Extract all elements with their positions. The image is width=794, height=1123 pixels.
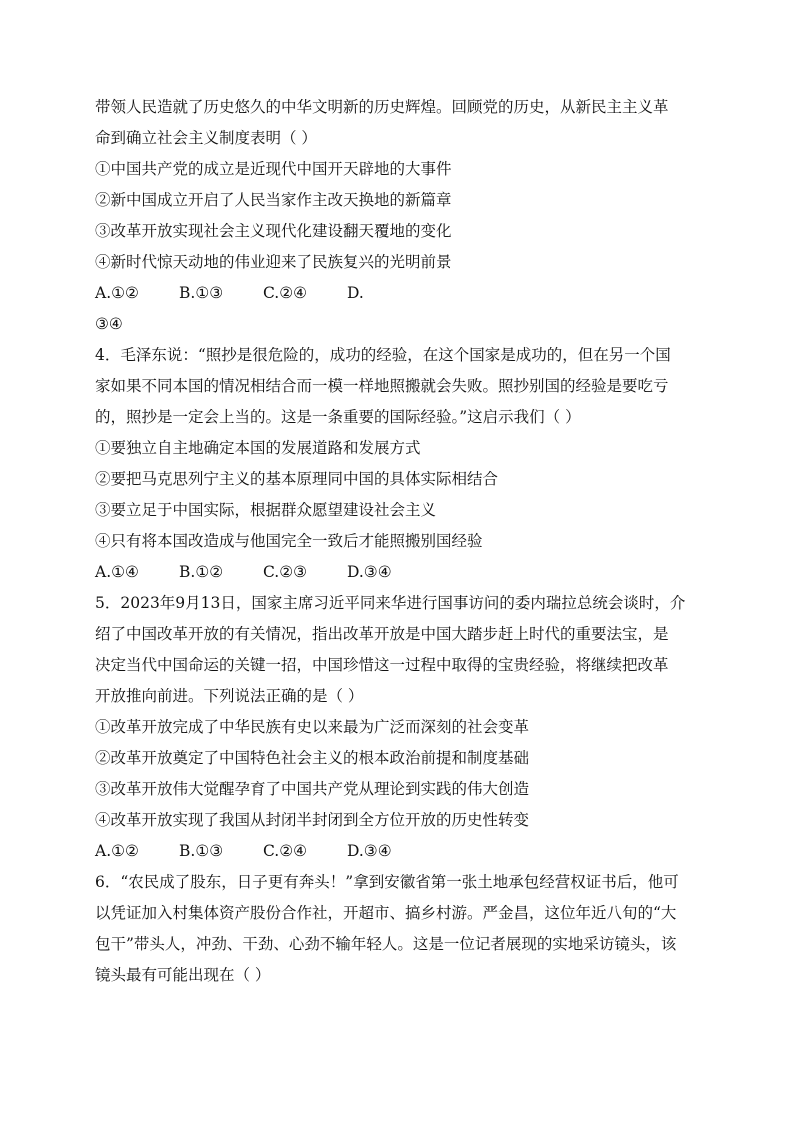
answer-options [95,836,700,867]
question-stem-line: 家如果不同本国的情况相结合而一模一样地照搬就会失败。照抄别国的经验是要吃亏 [95,377,669,395]
option-a: A.①② [95,842,139,860]
statement-2: ②新中国成立开启了人民当家作主改天换地的新篇章 [95,191,452,209]
statement-3: ③要立足于中国实际，根据群众愿望建设社会主义 [95,501,437,519]
question-stem-line: 以凭证加入村集体资产股份合作社，开超市、搞乡村游。严金昌，这位年近八旬的“大 [95,904,677,922]
answer-options [95,557,700,588]
statement-1: ①中国共产党的成立是近现代中国开天辟地的大事件 [95,160,452,178]
option-d-overflow: ③④ [95,315,123,333]
question-stem-line: 决定当代中国命运的关键一招，中国珍惜这一过程中取得的宝贵经验，将继续把改革 [95,656,669,674]
option-b: B.①② [179,563,224,581]
question-6 [95,867,700,991]
option-a: A.①④ [95,563,139,581]
question-stem-line: 镜头最有可能出现在（ ） [95,966,271,984]
option-d: D.③④ [347,842,392,860]
question-stem-line: 6．“农民成了股东，日子更有奔头！”拿到安徽省第一张土地承包经营权证书后，他可 [95,873,679,891]
option-d: D. [347,284,364,302]
statement-2: ②改革开放奠定了中国特色社会主义的根本政治前提和制度基础 [95,749,530,767]
question-stem-line: 带领人民造就了历史悠久的中华文明新的历史辉煌。回顾党的历史，从新民主主义革 [95,98,669,116]
statement-4: ④只有将本国改造成与他国完全一致后才能照搬别国经验 [95,532,483,550]
question-stem-line: 命到确立社会主义制度表明（ ） [95,129,317,147]
statement-3: ③改革开放实现社会主义现代化建设翻天覆地的变化 [95,222,452,240]
option-b: B.①③ [179,284,224,302]
answer-options [95,278,700,309]
statement-2: ②要把马克思列宁主义的基本原理同中国的具体实际相结合 [95,470,499,488]
statement-4: ④新时代惊天动地的伟业迎来了民族复兴的光明前景 [95,253,452,271]
question-5 [95,588,700,867]
option-d: D.③④ [347,563,392,581]
option-c: C.②④ [263,842,308,860]
option-b: B.①③ [179,842,224,860]
question-content [95,92,700,991]
question-stem-line: 4．毛泽东说：“照抄是很危险的，成功的经验，在这个国家是成功的，但在另一个国 [95,346,671,364]
statement-4: ④改革开放实现了我国从封闭半封闭到全方位开放的历史性转变 [95,811,530,829]
question-stem-line: 5．2023年9月13日，国家主席习近平同来华进行国事访问的委内瑞拉总统会谈时，介 [95,594,686,612]
statement-1: ①改革开放完成了中华民族有史以来最为广泛而深刻的社会变革 [95,718,530,736]
option-a: A.①② [95,284,139,302]
question-stem-line: 开放推向前进。下列说法正确的是（ ） [95,687,364,705]
question-stem-line: 绍了中国改革开放的有关情况，指出改革开放是中国大踏步赶上时代的重要法宝，是 [95,625,669,643]
statement-3: ③改革开放伟大觉醒孕育了中国共产党从理论到实践的伟大创造 [95,780,530,798]
statement-1: ①要独立自主地确定本国的发展道路和发展方式 [95,439,421,457]
option-c: C.②③ [263,563,308,581]
question-stem-line: 的，照抄是一定会上当的。这是一条重要的国际经验。”这启示我们（ ） [95,408,581,426]
question-stem-line: 包干”带头人，冲劲、干劲、心劲不输年轻人。这是一位记者展现的实地采访镜头，该 [95,935,677,953]
option-c: C.②④ [263,284,308,302]
question-4 [95,340,700,588]
question-3 [95,92,700,340]
